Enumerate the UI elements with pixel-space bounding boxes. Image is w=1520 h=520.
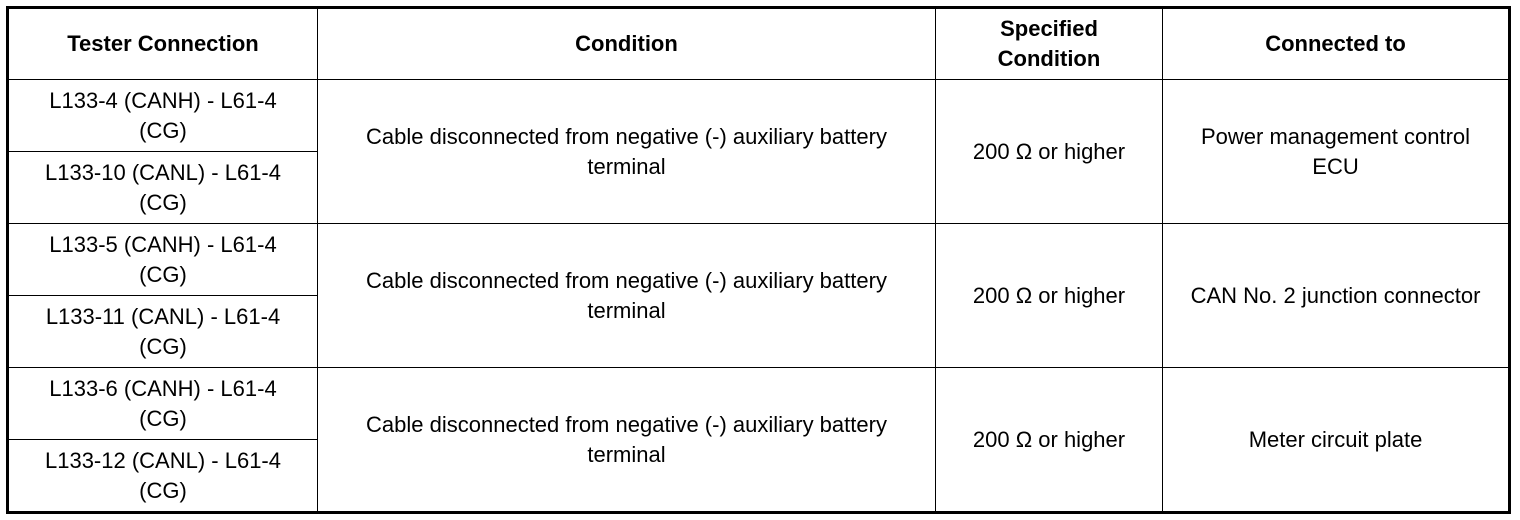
- connected-to-cell: Power management control ECU: [1163, 80, 1510, 224]
- specified-condition-cell: 200 Ω or higher: [936, 80, 1163, 224]
- condition-cell: Cable disconnected from negative (-) auxiliary battery terminal: [318, 80, 936, 224]
- condition-cell: Cable disconnected from negative (-) auxiliary battery terminal: [318, 224, 936, 368]
- table-row: [8, 80, 1510, 152]
- tester-connection-cell: L133-10 (CANL) - L61-4 (CG): [8, 152, 318, 224]
- tester-connection-cell: L133-6 (CANH) - L61-4 (CG): [8, 368, 318, 440]
- condition-cell: Cable disconnected from negative (-) auxiliary battery terminal: [318, 368, 936, 513]
- specified-condition-cell: 200 Ω or higher: [936, 368, 1163, 513]
- table-row: [8, 224, 1510, 296]
- tester-connection-cell: L133-4 (CANH) - L61-4 (CG): [8, 80, 318, 152]
- specified-condition-cell: 200 Ω or higher: [936, 224, 1163, 368]
- header-specified-condition: Specified Condition: [936, 8, 1163, 80]
- header-condition: Condition: [318, 8, 936, 80]
- tester-connection-cell: L133-5 (CANH) - L61-4 (CG): [8, 224, 318, 296]
- tester-connection-cell: L133-12 (CANL) - L61-4 (CG): [8, 440, 318, 513]
- connected-to-cell: Meter circuit plate: [1163, 368, 1510, 513]
- table-row: [8, 368, 1510, 440]
- header-connected-to: Connected to: [1163, 8, 1510, 80]
- header-tester-connection: Tester Connection: [8, 8, 318, 80]
- connected-to-cell: CAN No. 2 junction connector: [1163, 224, 1510, 368]
- spec-table: [6, 6, 1511, 514]
- header-row: [8, 8, 1510, 80]
- tester-connection-cell: L133-11 (CANL) - L61-4 (CG): [8, 296, 318, 368]
